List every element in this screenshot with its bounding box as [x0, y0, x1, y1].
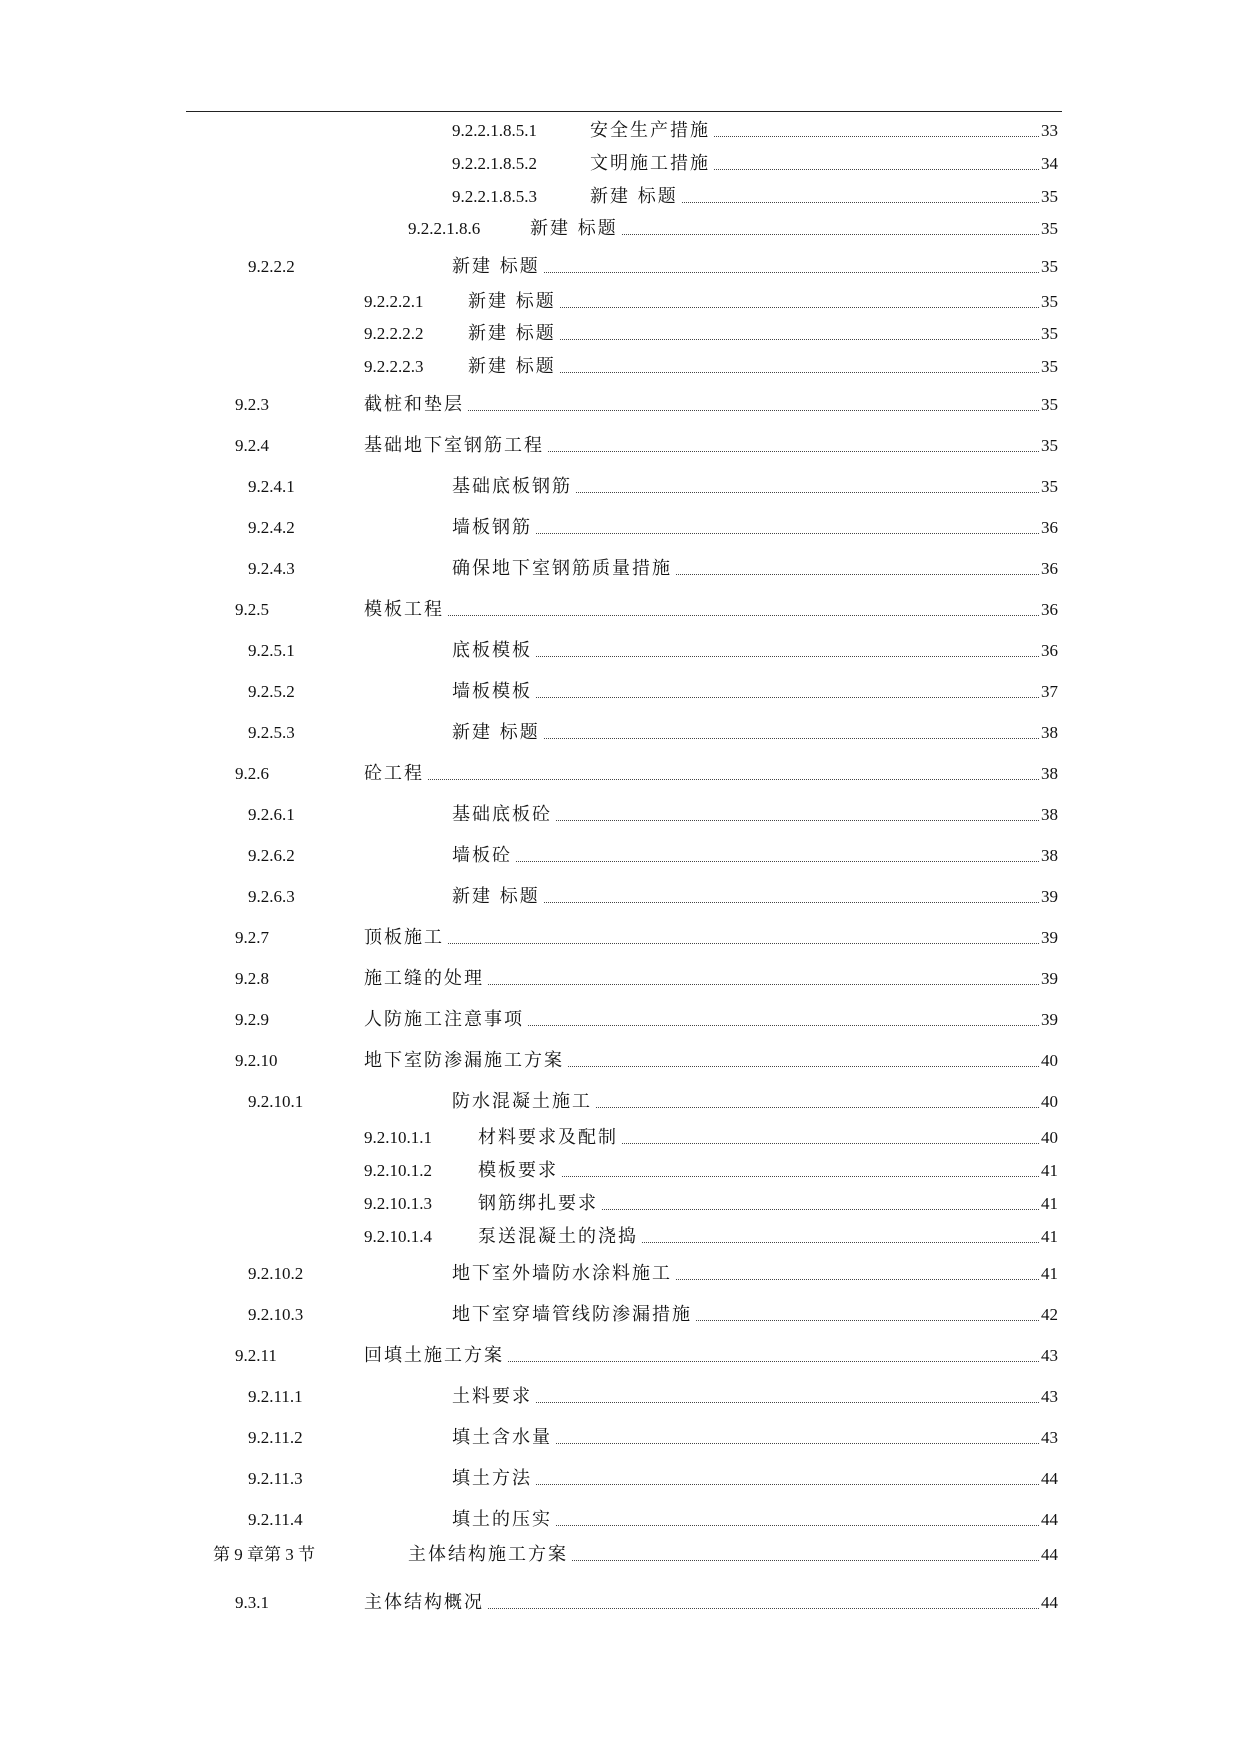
- toc-entry-leader-row: [452, 473, 1058, 501]
- toc-entry-title: 回填土施工方案: [364, 1345, 504, 1366]
- toc-leader-dots: [536, 533, 1039, 534]
- toc-entry-page-number: 41: [1041, 1194, 1058, 1213]
- toc-leader-dots: [560, 307, 1039, 308]
- toc-entry-title: 材料要求及配制: [478, 1127, 618, 1148]
- toc-entry-leader-row: [452, 1301, 1058, 1329]
- toc-entry[interactable]: [0, 150, 1241, 178]
- toc-entry-page-number: 39: [1041, 887, 1058, 906]
- toc-entry-page-number: 44: [1041, 1593, 1058, 1612]
- toc-entry-page-number: 35: [1041, 357, 1058, 376]
- toc-leader-dots: [544, 902, 1039, 903]
- toc-entry[interactable]: [0, 1465, 1241, 1493]
- toc-entry-number: 9.2.11.4: [248, 1510, 303, 1529]
- toc-entry-title: 墙板钢筋: [452, 517, 532, 538]
- toc-entry-title: 新建 标题: [468, 323, 556, 344]
- toc-entry-leader-row: [452, 842, 1058, 870]
- toc-entry-leader-row: [452, 637, 1058, 665]
- toc-leader-dots: [676, 574, 1039, 575]
- toc-leader-dots: [572, 1560, 1039, 1561]
- toc-entry-leader-row: [452, 801, 1058, 829]
- toc-entry-title: 填土方法: [452, 1468, 532, 1489]
- toc-entry-title: 新建 标题: [468, 356, 556, 377]
- toc-entry-number: 9.2.5: [235, 600, 269, 619]
- toc-entry[interactable]: [0, 883, 1241, 911]
- toc-entry-leader-row: [364, 596, 1058, 624]
- toc-entry-leader-row: [364, 1047, 1058, 1075]
- toc-entry-number: 9.2.6.1: [248, 805, 295, 824]
- toc-entry-leader-row: [452, 555, 1058, 583]
- toc-entry-title: 截桩和垫层: [364, 394, 464, 415]
- toc-entry[interactable]: [0, 353, 1241, 381]
- toc-entry-leader-row: [590, 117, 1058, 145]
- toc-entry[interactable]: [0, 432, 1241, 460]
- toc-leader-dots: [548, 451, 1039, 452]
- toc-entry-number: 第 9 章第 3 节: [213, 1545, 315, 1564]
- toc-entry-page-number: 35: [1041, 436, 1058, 455]
- toc-entry-number: 9.2.11.1: [248, 1387, 303, 1406]
- toc-entry-leader-row: [468, 288, 1058, 316]
- toc-leader-dots: [544, 738, 1039, 739]
- toc-entry-title: 底板模板: [452, 640, 532, 661]
- toc-leader-dots: [696, 1320, 1039, 1321]
- toc-leader-dots: [560, 339, 1039, 340]
- toc-leader-dots: [488, 1608, 1039, 1609]
- toc-entry[interactable]: [0, 1383, 1241, 1411]
- toc-entry-title: 新建 标题: [530, 218, 618, 239]
- toc-entry-leader-row: [364, 924, 1058, 952]
- toc-entry-leader-row: [452, 678, 1058, 706]
- toc-entry[interactable]: [0, 514, 1241, 542]
- toc-entry-number: 9.2.11.3: [248, 1469, 303, 1488]
- toc-entry-number: 9.2.2.2.3: [364, 357, 424, 376]
- toc-leader-dots: [544, 272, 1039, 273]
- toc-entry-title: 地下室防渗漏施工方案: [364, 1050, 564, 1071]
- toc-entry-number: 9.2.6.3: [248, 887, 295, 906]
- toc-entry-title: 基础底板钢筋: [452, 476, 572, 497]
- toc-entry-number: 9.2.11: [235, 1346, 277, 1365]
- toc-entry-title: 模板要求: [478, 1160, 558, 1181]
- toc-entry-title: 文明施工措施: [590, 153, 710, 174]
- toc-entry-page-number: 40: [1041, 1051, 1058, 1070]
- toc-entry-number: 9.2.10.1.1: [364, 1128, 432, 1147]
- toc-entry-title: 主体结构施工方案: [408, 1544, 568, 1565]
- toc-entry-number: 9.2.4.2: [248, 518, 295, 537]
- toc-entry-page-number: 38: [1041, 846, 1058, 865]
- toc-leader-dots: [562, 1176, 1039, 1177]
- toc-entry-page-number: 42: [1041, 1305, 1058, 1324]
- toc-leader-dots: [714, 136, 1039, 137]
- toc-entry-page-number: 41: [1041, 1161, 1058, 1180]
- toc-entry-page-number: 33: [1041, 121, 1058, 140]
- toc-entry[interactable]: [0, 117, 1241, 145]
- toc-entry-page-number: 38: [1041, 764, 1058, 783]
- toc-entry-page-number: 35: [1041, 477, 1058, 496]
- toc-entry-title: 人防施工注意事项: [364, 1009, 524, 1030]
- toc-entry-page-number: 36: [1041, 518, 1058, 537]
- toc-entry-page-number: 38: [1041, 723, 1058, 742]
- toc-entry[interactable]: [0, 555, 1241, 583]
- toc-entry-title: 新建 标题: [452, 722, 540, 743]
- toc-leader-dots: [642, 1242, 1039, 1243]
- toc-entry-page-number: 36: [1041, 641, 1058, 660]
- header-rule: [186, 111, 1062, 112]
- toc-entry-leader-row: [478, 1190, 1058, 1218]
- toc-leader-dots: [560, 372, 1039, 373]
- toc-entry-title: 新建 标题: [590, 186, 678, 207]
- toc-entry-number: 9.2.8: [235, 969, 269, 988]
- toc-entry-leader-row: [452, 1506, 1058, 1534]
- toc-entry[interactable]: [0, 473, 1241, 501]
- toc-entry-title: 墙板模板: [452, 681, 532, 702]
- toc-entry-page-number: 34: [1041, 154, 1058, 173]
- toc-entry-page-number: 44: [1041, 1469, 1058, 1488]
- toc-entry-title: 填土的压实: [452, 1509, 552, 1530]
- toc-entry-title: 防水混凝土施工: [452, 1091, 592, 1112]
- toc-entry-leader-row: [452, 253, 1058, 281]
- toc-entry-number: 9.2.10.1.3: [364, 1194, 432, 1213]
- toc-entry-leader-row: [452, 719, 1058, 747]
- toc-entry-page-number: 35: [1041, 292, 1058, 311]
- toc-entry[interactable]: [0, 842, 1241, 870]
- toc-entry-leader-row: [364, 391, 1058, 419]
- toc-leader-dots: [596, 1107, 1039, 1108]
- toc-entry[interactable]: [0, 965, 1241, 993]
- toc-entry-number: 9.2.11.2: [248, 1428, 303, 1447]
- toc-entry-number: 9.2.10: [235, 1051, 278, 1070]
- toc-entry[interactable]: [0, 1260, 1241, 1288]
- toc-entry-leader-row: [590, 183, 1058, 211]
- toc-leader-dots: [516, 861, 1039, 862]
- toc-entry[interactable]: [0, 1006, 1241, 1034]
- toc-entry-number: 9.2.2.2: [248, 257, 295, 276]
- toc-entry-leader-row: [364, 1589, 1058, 1617]
- toc-entry[interactable]: [0, 1506, 1241, 1534]
- toc-entry-page-number: 35: [1041, 219, 1058, 238]
- toc-entry-number: 9.2.6: [235, 764, 269, 783]
- toc-entry-title: 施工缝的处理: [364, 968, 484, 989]
- toc-entry-number: 9.2.2.1.8.5.1: [452, 121, 537, 140]
- toc-leader-dots: [622, 234, 1039, 235]
- toc-leader-dots: [428, 779, 1039, 780]
- toc-entry[interactable]: [0, 1124, 1241, 1152]
- toc-entry-page-number: 36: [1041, 559, 1058, 578]
- toc-entry-leader-row: [478, 1157, 1058, 1185]
- toc-entry-leader-row: [468, 320, 1058, 348]
- toc-entry-number: 9.2.10.1: [248, 1092, 304, 1111]
- toc-leader-dots: [556, 1443, 1039, 1444]
- toc-entry[interactable]: [0, 719, 1241, 747]
- toc-entry-number: 9.3.1: [235, 1593, 269, 1612]
- toc-entry[interactable]: [0, 801, 1241, 829]
- toc-leader-dots: [576, 492, 1039, 493]
- toc-entry-page-number: 40: [1041, 1128, 1058, 1147]
- toc-entry-page-number: 35: [1041, 395, 1058, 414]
- toc-entry[interactable]: [0, 1541, 1241, 1569]
- toc-entry-number: 9.2.10.3: [248, 1305, 304, 1324]
- toc-entry-title: 新建 标题: [452, 886, 540, 907]
- toc-entry-leader-row: [364, 1342, 1058, 1370]
- toc-entry[interactable]: [0, 253, 1241, 281]
- toc-entry-leader-row: [452, 1383, 1058, 1411]
- toc-entry-page-number: 35: [1041, 187, 1058, 206]
- toc-entry[interactable]: [0, 1589, 1241, 1617]
- toc-leader-dots: [468, 410, 1039, 411]
- toc-leader-dots: [714, 169, 1039, 170]
- toc-entry-page-number: 44: [1041, 1510, 1058, 1529]
- toc-entry-leader-row: [478, 1223, 1058, 1251]
- toc-leader-dots: [528, 1025, 1039, 1026]
- toc-entry-leader-row: [364, 760, 1058, 788]
- toc-entry-number: 9.2.10.2: [248, 1264, 304, 1283]
- toc-entry-page-number: 40: [1041, 1092, 1058, 1111]
- toc-leader-dots: [448, 615, 1039, 616]
- toc-entry-leader-row: [408, 1541, 1058, 1569]
- toc-entry[interactable]: [0, 760, 1241, 788]
- toc-entry-page-number: 35: [1041, 324, 1058, 343]
- toc-entry-leader-row: [364, 432, 1058, 460]
- toc-entry-page-number: 38: [1041, 805, 1058, 824]
- toc-entry-number: 9.2.10.1.4: [364, 1227, 432, 1246]
- toc-entry-leader-row: [452, 1424, 1058, 1452]
- toc-entry-number: 9.2.2.1.8.5.3: [452, 187, 537, 206]
- toc-entry[interactable]: [0, 1424, 1241, 1452]
- toc-entry-title: 钢筋绑扎要求: [478, 1193, 598, 1214]
- toc-entry-number: 9.2.4.3: [248, 559, 295, 578]
- toc-entry-number: 9.2.4: [235, 436, 269, 455]
- toc-entry-number: 9.2.9: [235, 1010, 269, 1029]
- toc-leader-dots: [536, 1484, 1039, 1485]
- toc-entry-leader-row: [452, 1465, 1058, 1493]
- toc-entry-number: 9.2.5.2: [248, 682, 295, 701]
- toc-entry-title: 安全生产措施: [590, 120, 710, 141]
- toc-entry-number: 9.2.4.1: [248, 477, 295, 496]
- toc-leader-dots: [536, 1402, 1039, 1403]
- toc-entry-number: 9.2.2.1.8.6: [408, 219, 481, 238]
- toc-entry-page-number: 39: [1041, 1010, 1058, 1029]
- toc-entry-title: 主体结构概况: [364, 1592, 484, 1613]
- toc-entry-title: 地下室外墙防水涂料施工: [452, 1263, 672, 1284]
- toc-entry-title: 基础底板砼: [452, 804, 552, 825]
- toc-entry[interactable]: [0, 678, 1241, 706]
- toc-leader-dots: [602, 1209, 1039, 1210]
- toc-entry[interactable]: [0, 1190, 1241, 1218]
- toc-entry-number: 9.2.10.1.2: [364, 1161, 432, 1180]
- toc-entry-number: 9.2.7: [235, 928, 269, 947]
- toc-entry-title: 顶板施工: [364, 927, 444, 948]
- toc-entry-title: 填土含水量: [452, 1427, 552, 1448]
- toc-entry-title: 土料要求: [452, 1386, 532, 1407]
- toc-entry-title: 地下室穿墙管线防渗漏措施: [452, 1304, 692, 1325]
- toc-entry-number: 9.2.5.3: [248, 723, 295, 742]
- toc-entry-leader-row: [452, 514, 1058, 542]
- toc-entry-number: 9.2.2.2.1: [364, 292, 424, 311]
- toc-entry-page-number: 44: [1041, 1545, 1058, 1564]
- toc-entry-page-number: 35: [1041, 257, 1058, 276]
- toc-leader-dots: [488, 984, 1039, 985]
- toc-entry[interactable]: [0, 288, 1241, 316]
- toc-entry[interactable]: [0, 596, 1241, 624]
- toc-entry-title: 泵送混凝土的浇捣: [478, 1226, 638, 1247]
- toc-entry[interactable]: [0, 1157, 1241, 1185]
- toc-entry[interactable]: [0, 1088, 1241, 1116]
- toc-leader-dots: [556, 820, 1039, 821]
- toc-entry-title: 确保地下室钢筋质量措施: [452, 558, 672, 579]
- toc-entry-number: 9.2.2.1.8.5.2: [452, 154, 537, 173]
- toc-entry-page-number: 43: [1041, 1387, 1058, 1406]
- toc-leader-dots: [508, 1361, 1039, 1362]
- toc-entry-title: 模板工程: [364, 599, 444, 620]
- toc-entry[interactable]: [0, 637, 1241, 665]
- toc-entry-number: 9.2.5.1: [248, 641, 295, 660]
- toc-entry-title: 基础地下室钢筋工程: [364, 435, 544, 456]
- toc-entry-title: 新建 标题: [452, 256, 540, 277]
- toc-leader-dots: [568, 1066, 1039, 1067]
- toc-entry-leader-row: [590, 150, 1058, 178]
- toc-entry-page-number: 43: [1041, 1346, 1058, 1365]
- toc-entry[interactable]: [0, 1047, 1241, 1075]
- toc-entry-number: 9.2.6.2: [248, 846, 295, 865]
- toc-entry-page-number: 43: [1041, 1428, 1058, 1447]
- toc-entry-title: 砼工程: [364, 763, 424, 784]
- toc-entry-leader-row: [530, 215, 1058, 243]
- toc-entry-page-number: 41: [1041, 1264, 1058, 1283]
- toc-entry-page-number: 36: [1041, 600, 1058, 619]
- toc-entry[interactable]: [0, 183, 1241, 211]
- toc-entry-page-number: 39: [1041, 969, 1058, 988]
- toc-entry[interactable]: [0, 320, 1241, 348]
- toc-entry-page-number: 39: [1041, 928, 1058, 947]
- toc-entry-number: 9.2.3: [235, 395, 269, 414]
- toc-entry[interactable]: [0, 391, 1241, 419]
- toc-entry-leader-row: [452, 883, 1058, 911]
- toc-leader-dots: [622, 1143, 1039, 1144]
- toc-entry-page-number: 37: [1041, 682, 1058, 701]
- toc-entry-leader-row: [478, 1124, 1058, 1152]
- toc-entry-page-number: 41: [1041, 1227, 1058, 1246]
- toc-entry[interactable]: [0, 1301, 1241, 1329]
- toc-leader-dots: [682, 202, 1039, 203]
- toc-entry[interactable]: [0, 1342, 1241, 1370]
- toc-leader-dots: [536, 697, 1039, 698]
- toc-leader-dots: [536, 656, 1039, 657]
- toc-entry-leader-row: [452, 1260, 1058, 1288]
- toc-entry-leader-row: [364, 1006, 1058, 1034]
- toc-entry-leader-row: [364, 965, 1058, 993]
- toc-entry[interactable]: [0, 924, 1241, 952]
- toc-leader-dots: [556, 1525, 1039, 1526]
- toc-entry-number: 9.2.2.2.2: [364, 324, 424, 343]
- toc-entry-title: 墙板砼: [452, 845, 512, 866]
- toc-leader-dots: [676, 1279, 1039, 1280]
- toc-leader-dots: [448, 943, 1039, 944]
- toc-entry-leader-row: [452, 1088, 1058, 1116]
- toc-entry[interactable]: [0, 215, 1241, 243]
- toc-entry-title: 新建 标题: [468, 291, 556, 312]
- toc-entry-leader-row: [468, 353, 1058, 381]
- toc-entry[interactable]: [0, 1223, 1241, 1251]
